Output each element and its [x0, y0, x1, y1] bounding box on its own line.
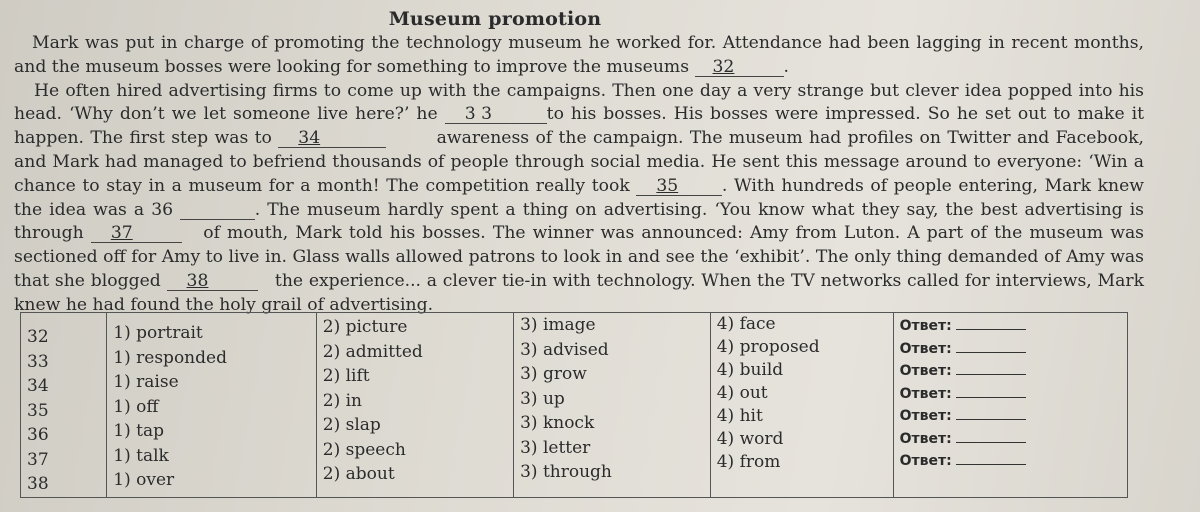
answer-blank[interactable] [956, 352, 1026, 353]
option-1: 1) portrait [113, 323, 203, 343]
answer-line[interactable]: Ответ: [900, 360, 1121, 383]
option-4: 4) word [716, 429, 784, 449]
answer-line[interactable]: Ответ: [900, 450, 1121, 473]
option-1: 1) talk [113, 445, 169, 466]
gap-36 [180, 202, 255, 220]
option-3: 3) up [520, 388, 565, 409]
gap-37: 37 [91, 225, 182, 243]
answer-blank[interactable] [956, 374, 1026, 375]
option-2: 2) admitted [322, 341, 423, 362]
answer-blank[interactable] [956, 329, 1026, 330]
option-3-column [514, 313, 711, 498]
answer-line[interactable]: Ответ: [900, 315, 1121, 338]
question-number: 32 [27, 327, 49, 347]
paragraph-2-part-a: to his bosses. His bosses were impressed. So he set out to make it happen. The first step was to [14, 104, 1145, 149]
option-1: 1) off [113, 396, 159, 417]
answer-blank[interactable] [956, 419, 1026, 420]
paragraph-2-part-b: awareness of the campaign. The museum had profiles on Twitter and Facebook, and Mark had managed to befriend thousands of people through social media. He sent this message around to everyone: ‘Win a chance to stay in a museum for a month! The competition really took [14, 128, 1145, 196]
gap-36-number: 36 [151, 199, 174, 220]
gap-32: 32 [695, 59, 784, 77]
answer-blank[interactable] [956, 397, 1026, 398]
gap-34: 34 [278, 130, 385, 148]
answer-blank[interactable] [956, 464, 1026, 465]
answer-line[interactable]: Ответ: [900, 383, 1121, 406]
option-3: 3) knock [520, 413, 595, 433]
paragraph-2-part-f: the experience... a clever tie-in with technology. When the TV networks called for interviews, Mark knew he had found the holy grail of advertising. [14, 270, 1145, 315]
answer-line[interactable]: Ответ: [900, 428, 1121, 451]
option-3: 3) image [520, 315, 596, 335]
option-1: 1) tap [113, 421, 164, 441]
option-2: 2) lift [322, 366, 370, 386]
option-3: 3) grow [520, 364, 587, 384]
answer-blank[interactable] [956, 442, 1026, 443]
paragraph-2-part-e: of mouth, Mark told his bosses. The winner was announced: Amy from Luton. A part of the museum was sectioned off for Amy to live in. Glass walls allowed patrons to look in and see the ‘exhibit’. The only thing demanded of Amy was that she blogged [14, 223, 1145, 291]
option-2: 2) about [322, 464, 395, 484]
paragraph-1-end: . [783, 56, 790, 77]
option-4: 4) proposed [716, 337, 820, 357]
answer-line[interactable]: Ответ: [900, 405, 1121, 428]
paragraph-2-part-d: . The museum hardly spent a thing on advertising. ‘You know what they say, the best advertising is through [14, 199, 1145, 244]
option-3: 3) advised [520, 339, 609, 360]
passage-text [14, 32, 1144, 318]
option-1: 1) over [113, 470, 175, 490]
options-table [20, 312, 1128, 498]
option-2: 2) in [322, 390, 363, 411]
answer-column [893, 313, 1127, 498]
option-4: 4) from [716, 452, 781, 472]
option-1: 1) responded [113, 347, 227, 368]
option-1: 1) raise [113, 372, 179, 392]
gap-33: 3 3 [445, 106, 547, 124]
question-number: 37 [27, 449, 49, 470]
option-4: 4) hit [716, 406, 763, 426]
option-4: 4) build [716, 360, 784, 380]
paragraph-2-part-c: . With hundreds of people entering, Mark knew the idea was a [14, 175, 1145, 220]
option-2: 2) slap [322, 415, 381, 435]
gap-38: 38 [167, 273, 258, 291]
option-4: 4) out [716, 383, 768, 403]
question-number: 34 [27, 376, 49, 396]
option-3: 3) through [520, 462, 612, 482]
paragraph-2-text: He often hired advertising firms to come up with the campaigns. Then one day a very strange but clever idea popped into his head. ‘Why don’t we let someone live here?’ he [14, 80, 1144, 125]
option-2: 2) picture [322, 317, 408, 337]
paragraph-1-text: Mark was put in charge of promoting the technology museum he worked for. Attendance had been lagging in recent months, and the museum bosses were looking for something to improve the museums [14, 33, 1144, 77]
gap-35: 35 [636, 178, 722, 196]
page-title: Museum promotion [388, 8, 602, 30]
option-2: 2) speech [322, 439, 406, 460]
paragraph-1 [14, 32, 1144, 80]
option-2-column [316, 313, 513, 498]
question-numbers-column [21, 313, 107, 498]
option-3: 3) letter [520, 437, 591, 458]
question-number: 38 [27, 474, 49, 494]
option-4-column [710, 313, 893, 498]
option-1-column [107, 313, 316, 498]
options-row [21, 313, 1128, 498]
question-number: 36 [27, 425, 49, 445]
paragraph-2 [14, 80, 1144, 318]
question-number: 33 [27, 351, 49, 372]
answer-line[interactable]: Ответ: [900, 338, 1121, 361]
option-4: 4) face [716, 314, 776, 334]
question-number: 35 [27, 400, 49, 421]
